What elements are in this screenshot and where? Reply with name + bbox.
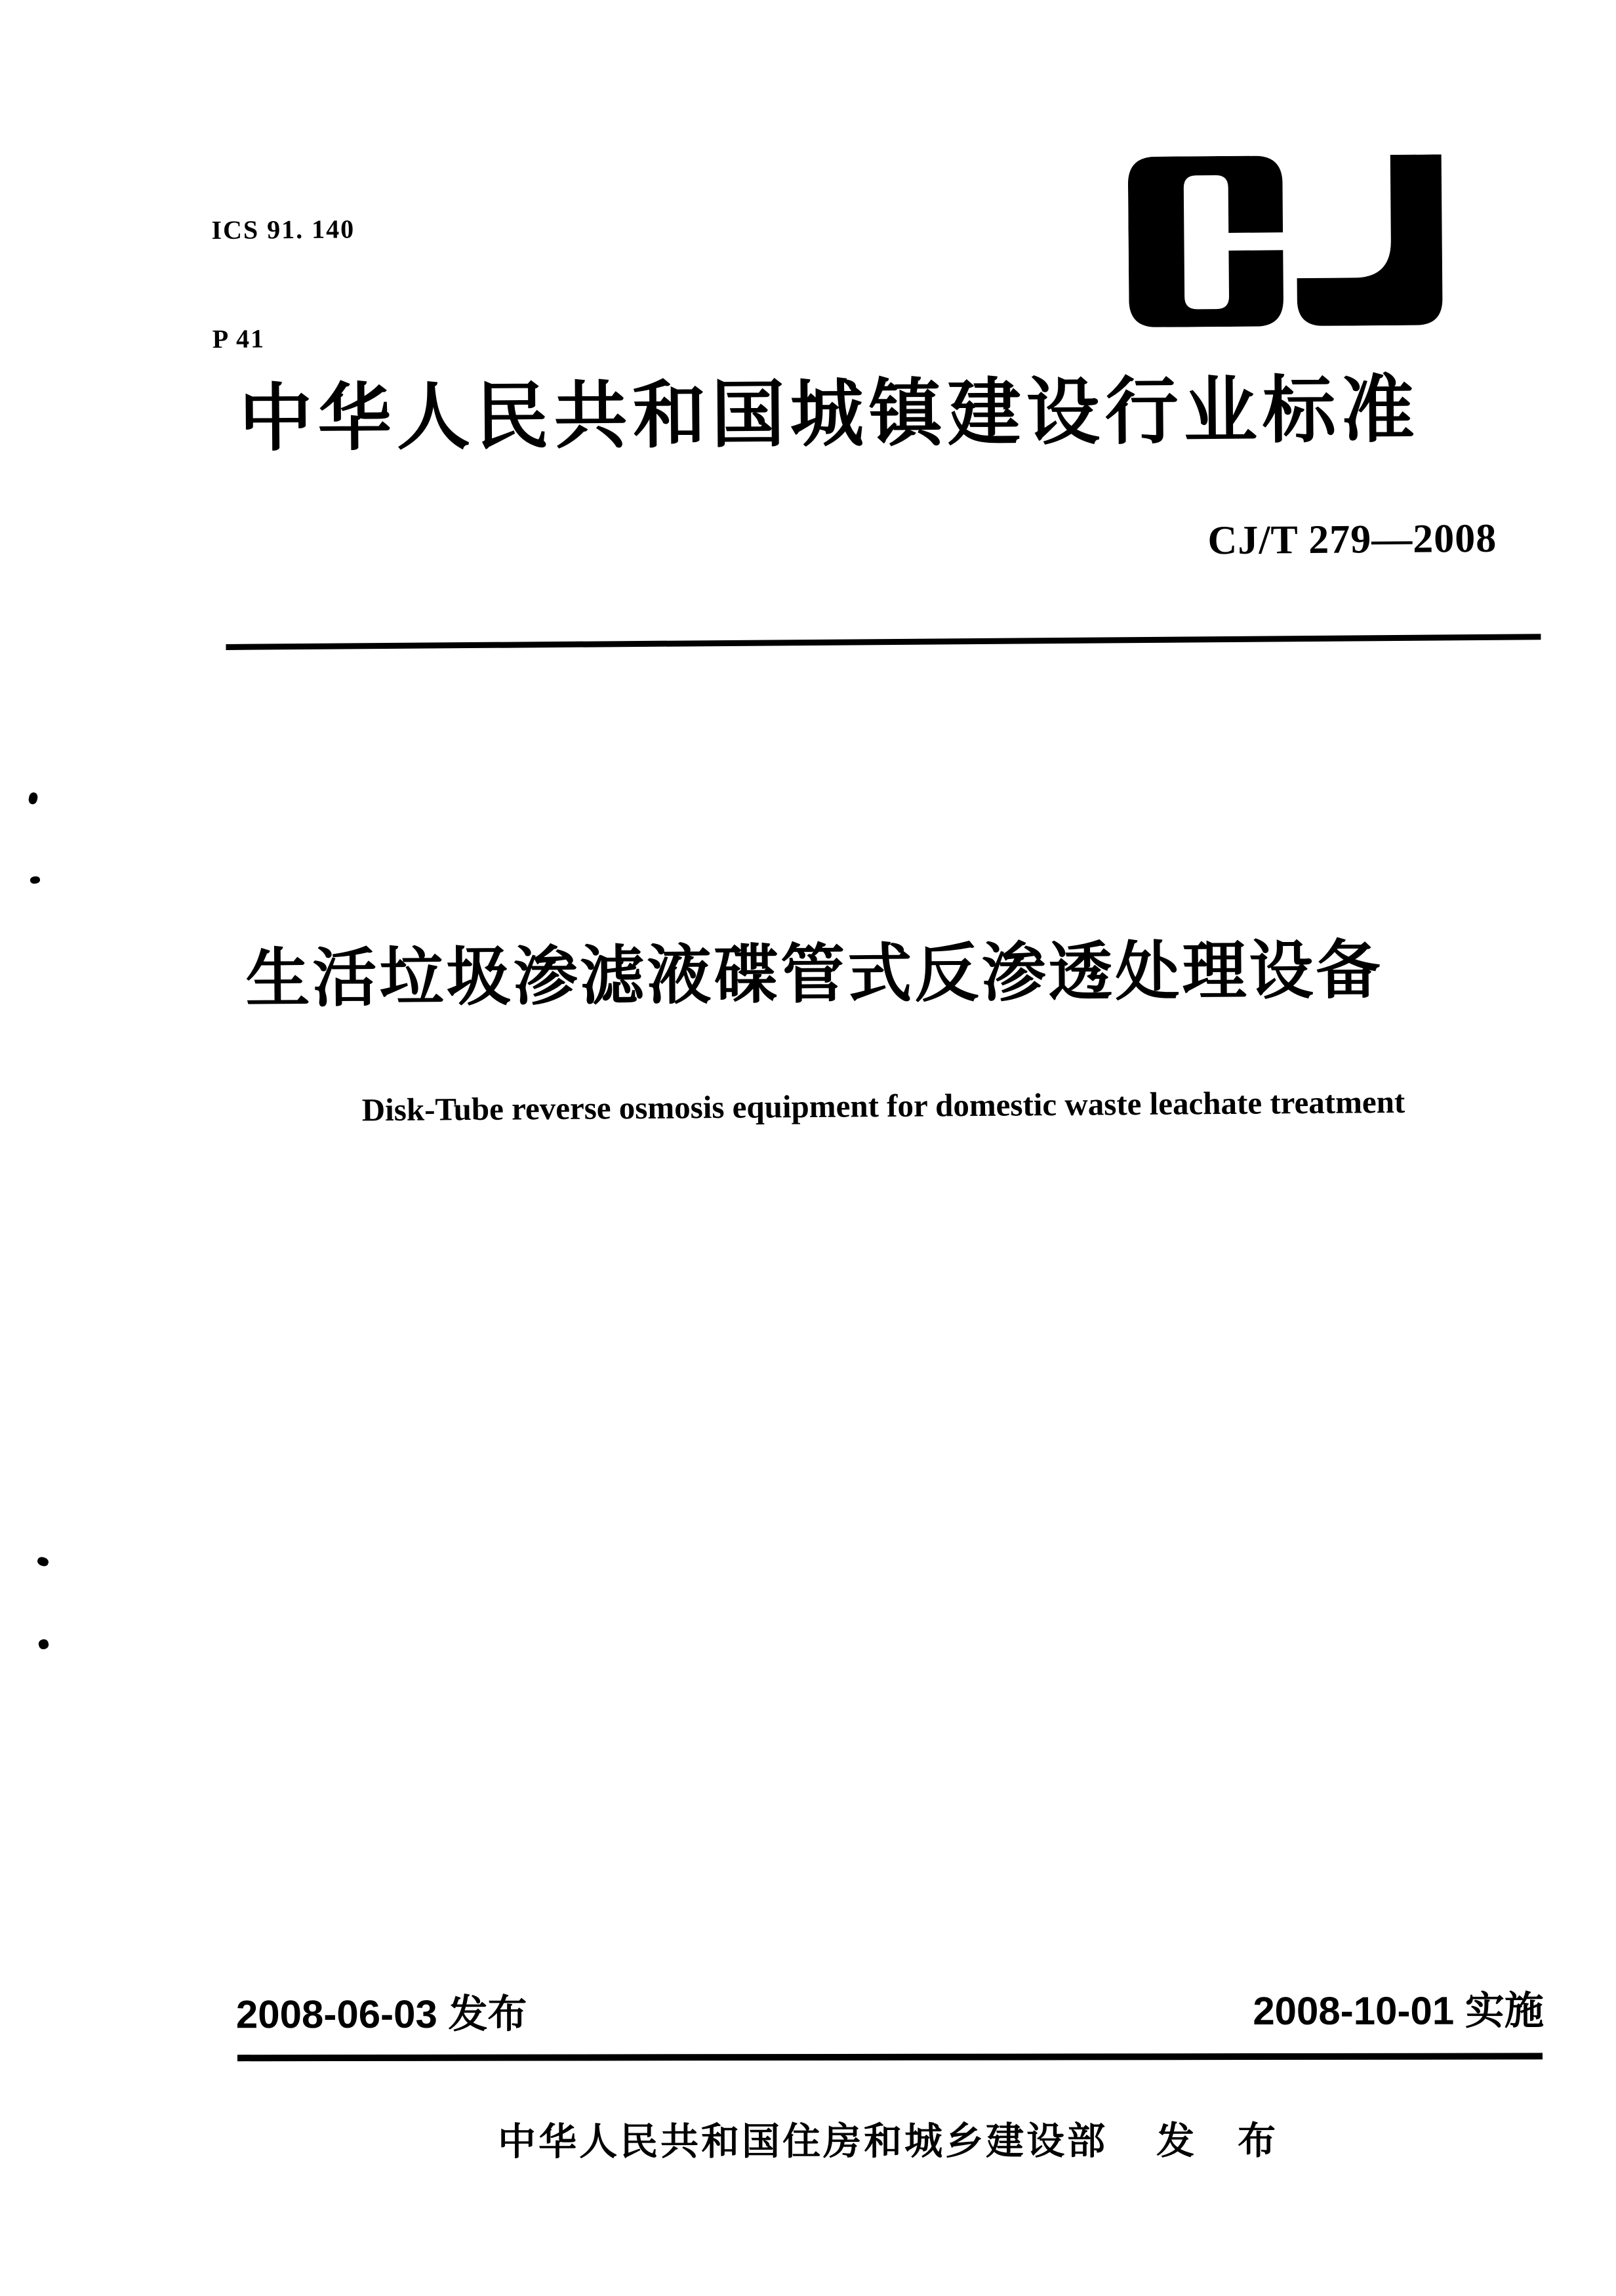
standard-type-title: 中华人民共和国城镇建设行业标准 (239, 368, 1421, 460)
implementation-date: 2008-10-01 实施 (1253, 1988, 1544, 2034)
china-class-code: P 41 (212, 323, 266, 354)
issue-date: 2008-06-03 发布 (235, 1992, 527, 2037)
publisher-row (80, 2119, 1616, 2163)
standard-code: CJ/T 279—2008 (1207, 516, 1497, 564)
publisher-name: 中华人民共和国住房和城乡建设部 (498, 2120, 1108, 2163)
ics-code: ICS 91. 140 (211, 214, 355, 245)
document-title-zh: 生活垃圾渗滤液碟管式反渗透处理设备 (245, 933, 1383, 1015)
publish-label: 发 布 (1156, 2119, 1279, 2163)
footer-rule (237, 2053, 1543, 2061)
document-title-en: Disk-Tube reverse osmosis equipment for domestic waste leachate treatment (361, 1083, 1405, 1128)
